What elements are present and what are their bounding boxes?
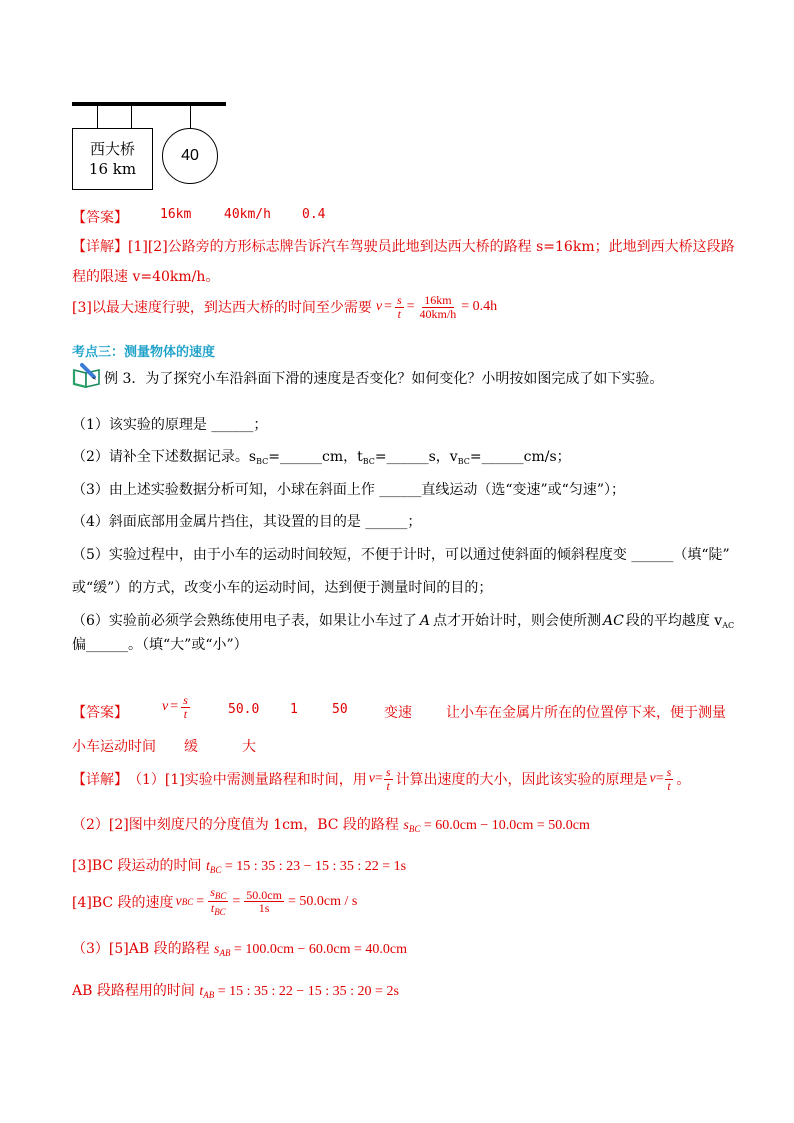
detail-text: （2）[2]图中刻度尺的分度值为 1cm，BC 段的路程 xyxy=(72,817,399,833)
sign-post-right xyxy=(190,106,191,128)
formula-v xyxy=(369,766,394,792)
q2-text: （2）请补全下述数据记录。s xyxy=(72,449,257,465)
answer-value: 50.0 xyxy=(228,702,260,717)
formula-text: = 15 : 35 : 23 − 15 : 35 : 22 = 1s xyxy=(224,859,407,874)
example-text: 为了探究小车沿斜面下滑的速度是否变化？如何变化？小明按如图完成了如下实验。 xyxy=(145,371,664,387)
detail-2-line-4 xyxy=(72,886,357,918)
subscript: BC xyxy=(181,896,194,907)
answer-value: 变速 xyxy=(384,705,412,721)
destination-sign xyxy=(72,128,153,190)
detail-label: 【详解】 xyxy=(72,239,128,255)
formula-sab: $s_{AB} = 100.0cm - 60.0cm = 40.0cm$ xyxy=(214,942,407,958)
answer-formula xyxy=(162,694,191,720)
example-label: 例 3． xyxy=(104,371,146,387)
denominator: 1s xyxy=(258,901,270,916)
question-2 xyxy=(72,446,571,466)
equals: = xyxy=(170,699,179,715)
fraction-s-t xyxy=(181,694,190,720)
formula-tbc: $t_{BC} = 15$ : 35 : 23 − 15 : 35 : 22 = 1s xyxy=(206,859,407,875)
denominator: t xyxy=(386,778,390,793)
var-v: v xyxy=(368,771,375,787)
book-pencil-icon xyxy=(72,362,102,388)
q6-point: A xyxy=(419,613,431,629)
detail-text: [3]BC 段运动的时间 xyxy=(72,858,202,874)
denominator: t xyxy=(183,706,188,721)
detail-text: 计算出速度的大小，因此该实验的原理是 xyxy=(395,772,648,789)
fraction-s-t xyxy=(665,766,674,792)
detail-text: [1][2]公路旁的方形标志牌告诉汽车驾驶员此地到达西大桥的路程 s=16km；此地到西大桥这段路 xyxy=(128,239,735,255)
question-6-line-1 xyxy=(72,610,734,630)
fraction-s-t xyxy=(395,294,404,320)
numerator: 50.0cm xyxy=(246,887,282,902)
answer-label: 【答案】 xyxy=(72,210,128,226)
numerator: s xyxy=(183,693,188,707)
result: = 0.4h xyxy=(461,299,498,315)
q6-text: 段的平均越度 v xyxy=(625,613,723,629)
answer-value: 0.4 xyxy=(302,207,326,222)
denominator: t xyxy=(667,778,671,793)
sign-bar xyxy=(72,102,226,106)
equals: = xyxy=(384,299,392,315)
equals: = xyxy=(655,771,664,787)
q2-sub: BC xyxy=(362,457,375,466)
denominator: t xyxy=(397,306,401,321)
q2-sub: BC xyxy=(457,457,470,466)
answer-value: 小车运动时间 xyxy=(72,739,156,755)
answer-value: 大 xyxy=(242,739,256,755)
question-3: （3）由上述实验数据分析可知，小球在斜面上作 ______直线运动（选“变速”或“匀速”）； xyxy=(72,482,625,498)
detail-1-line-1 xyxy=(72,236,735,256)
fraction-values xyxy=(244,889,284,915)
sign-post-left xyxy=(97,106,98,128)
example-intro xyxy=(104,368,663,388)
formula-v xyxy=(650,766,675,792)
sign-post-mid xyxy=(131,106,132,128)
var-v: v xyxy=(649,771,656,787)
subscript: BC xyxy=(408,824,421,834)
fraction-s-t xyxy=(384,766,393,792)
q2-text: =______cm，t xyxy=(268,449,363,465)
detail-1-line-2: 程的限速 v=40km/h。 xyxy=(72,269,220,285)
detail-label: 【详解】 xyxy=(72,772,128,789)
answer-label: 【答案】 xyxy=(72,705,128,721)
numerator: s xyxy=(666,765,672,779)
answer-value: 缓 xyxy=(184,739,198,755)
sign-place: 西大桥 xyxy=(89,140,135,158)
answer-1 xyxy=(72,207,326,227)
detail-text: 。 xyxy=(676,772,691,789)
numerator: s xyxy=(396,293,402,307)
q2-sub: BC xyxy=(256,457,269,466)
answer-value: 16km xyxy=(160,207,192,222)
detail-text: （3）[5]AB 段的路程 xyxy=(72,941,210,957)
detail-text: （1）[1]实验中需测量路程和时间，用 xyxy=(128,772,367,789)
detail-2-line-5 xyxy=(72,938,407,958)
var-v: v xyxy=(162,699,169,715)
question-1: （1）该实验的原理是 ______； xyxy=(72,417,268,433)
answer-value: 1 xyxy=(290,702,298,717)
detail-text: [4]BC 段的速度 xyxy=(72,894,174,911)
formula-text: = 60.0cm − 10.0cm = 50.0cm xyxy=(423,818,590,833)
numerator: s xyxy=(210,885,215,899)
detail-2-line-6 xyxy=(72,980,399,1000)
question-6-line-2: 偏______。（填“大”或“小”） xyxy=(72,637,248,653)
question-4: （4）斜面底部用金属片挡住，其设置的目的是 ______； xyxy=(72,514,422,530)
speed-limit-value: 40 xyxy=(181,147,199,164)
subscript: BC xyxy=(214,891,227,901)
detail-2-line-3 xyxy=(72,855,406,875)
detail-text: [3]以最大速度行驶，到达西大桥的时间至少需要 xyxy=(72,300,372,317)
formula-tab: $t_{AB} = 15$ : 35 : 22 − 15 : 35 : 20 = 2s xyxy=(199,984,399,1000)
q6-text: （6）实验前必须学会熟练使用电子表，如果让小车过了 xyxy=(72,613,417,629)
answer-value: 让小车在金属片所在的位置停下来，便于测量 xyxy=(446,705,726,721)
denominator: 40km/h xyxy=(419,306,457,321)
detail-text: AB 段路程用的时间 xyxy=(72,983,195,999)
formula-text: = 15 : 35 : 22 − 15 : 35 : 20 = 2s xyxy=(217,984,399,999)
speed-limit-sign xyxy=(162,128,218,184)
answer-value: 50 xyxy=(332,702,348,717)
q6-text: 点才开始计时，则会使所测 xyxy=(433,613,602,629)
detail-2-line-1 xyxy=(72,766,690,792)
formula-text: = 100.0cm − 60.0cm = 40.0cm xyxy=(234,942,407,957)
equals: = xyxy=(374,771,383,787)
equals: = xyxy=(406,299,415,315)
formula-sbc: $s_{BC} = 60.0cm - 10.0cm = 50.0cm$ xyxy=(403,818,590,834)
q6-sub: AC xyxy=(722,621,735,630)
answer-value: 40km/h xyxy=(224,207,271,222)
var-v: v xyxy=(375,299,383,315)
subscript: BC xyxy=(214,907,226,918)
fraction-sbc-tbc xyxy=(208,886,228,918)
subscript: AB xyxy=(219,948,231,958)
q6-segment: AC xyxy=(603,613,624,629)
numerator: s xyxy=(385,765,391,779)
q2-text: =______s，v xyxy=(374,449,458,465)
sign-distance: 16 km xyxy=(88,160,137,178)
detail-1-line-3 xyxy=(72,294,497,320)
speed-formula xyxy=(376,294,497,320)
answer-2-line-2 xyxy=(72,736,256,756)
q2-text: =______cm/s； xyxy=(469,449,571,465)
denominator: t xyxy=(210,901,215,916)
result: = 50.0cm / s xyxy=(287,893,358,909)
subscript: BC xyxy=(209,865,222,875)
question-5-line-1: （5）实验过程中，由于小车的运动时间较短，不便于计时，可以通过使斜面的倾斜程度变 ______（填“陡” xyxy=(72,547,730,563)
fraction-values xyxy=(418,294,459,320)
section-title: 考点三：测量物体的速度 xyxy=(72,345,216,360)
detail-2-line-2 xyxy=(72,814,590,834)
formula-vbc: v BC = $\frac{s_{BC}}{t_{BC}}$ = $\frac{50.0cm}{1s}$ = 50.0cm / s xyxy=(175,885,358,918)
numerator: 16km xyxy=(424,293,452,307)
subscript: AB xyxy=(203,990,215,1000)
question-5-line-2: 或“缓”）的方式，改变小车的运动时间，达到便于测量时间的目的； xyxy=(72,580,493,596)
